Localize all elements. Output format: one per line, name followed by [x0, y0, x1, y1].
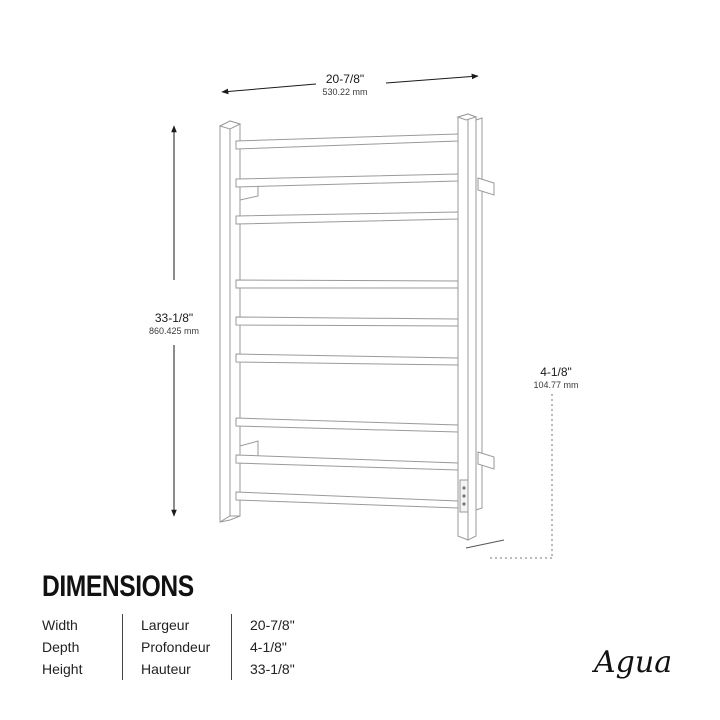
dimension-name-en: Width [42, 614, 123, 636]
dimension-name-fr: Profondeur [123, 636, 232, 658]
towel-bar [236, 418, 458, 432]
dimension-value: 33-1/8" [250, 661, 295, 677]
towel-bar [236, 280, 458, 288]
width-dimension [222, 72, 478, 97]
width-dimension-line-right [386, 76, 478, 83]
depth-label-mm: 104.77 mm [533, 380, 579, 390]
depth-tick-line [466, 540, 504, 548]
depth-label: 4-1/8" [540, 365, 572, 379]
towel-bar [236, 354, 458, 365]
width-label: 20-7/8" [325, 72, 365, 86]
dimensions-table [42, 614, 295, 680]
agua-logo-text: Agua [594, 645, 673, 680]
dimensions-heading: DIMENSIONS [42, 570, 194, 603]
towel-bar [236, 492, 458, 508]
towel-bars [236, 134, 458, 508]
towel-bar [236, 212, 458, 224]
table-row [42, 658, 295, 680]
height-label: 33-1/8" [154, 311, 194, 325]
towel-rack-drawing [220, 114, 494, 540]
table-row [42, 636, 295, 658]
dimension-value: 4-1/8" [250, 639, 287, 655]
dimension-name-en: Depth [42, 636, 123, 658]
towel-bar [236, 134, 458, 149]
height-label-mm: 860.425 mm [148, 326, 200, 336]
control-panel [460, 480, 468, 512]
towel-bar [236, 174, 458, 187]
width-dimension-line-left [222, 84, 316, 92]
dimension-value: 20-7/8" [250, 617, 295, 633]
height-dimension [149, 126, 199, 516]
timer-button-icon [462, 494, 465, 497]
power-button-icon [462, 486, 465, 489]
towel-bar [236, 455, 458, 470]
agua-logo [592, 640, 688, 684]
dimension-name-fr: Hauteur [123, 658, 232, 680]
right-back-post [476, 118, 482, 510]
table-row [42, 614, 295, 636]
width-label-mm: 530.22 mm [322, 87, 368, 97]
indicator-light-icon [462, 502, 465, 505]
right-front-post [458, 114, 476, 540]
towel-bar [236, 317, 458, 326]
dimension-name-en: Height [42, 658, 123, 680]
dimension-name-fr: Largeur [123, 614, 232, 636]
